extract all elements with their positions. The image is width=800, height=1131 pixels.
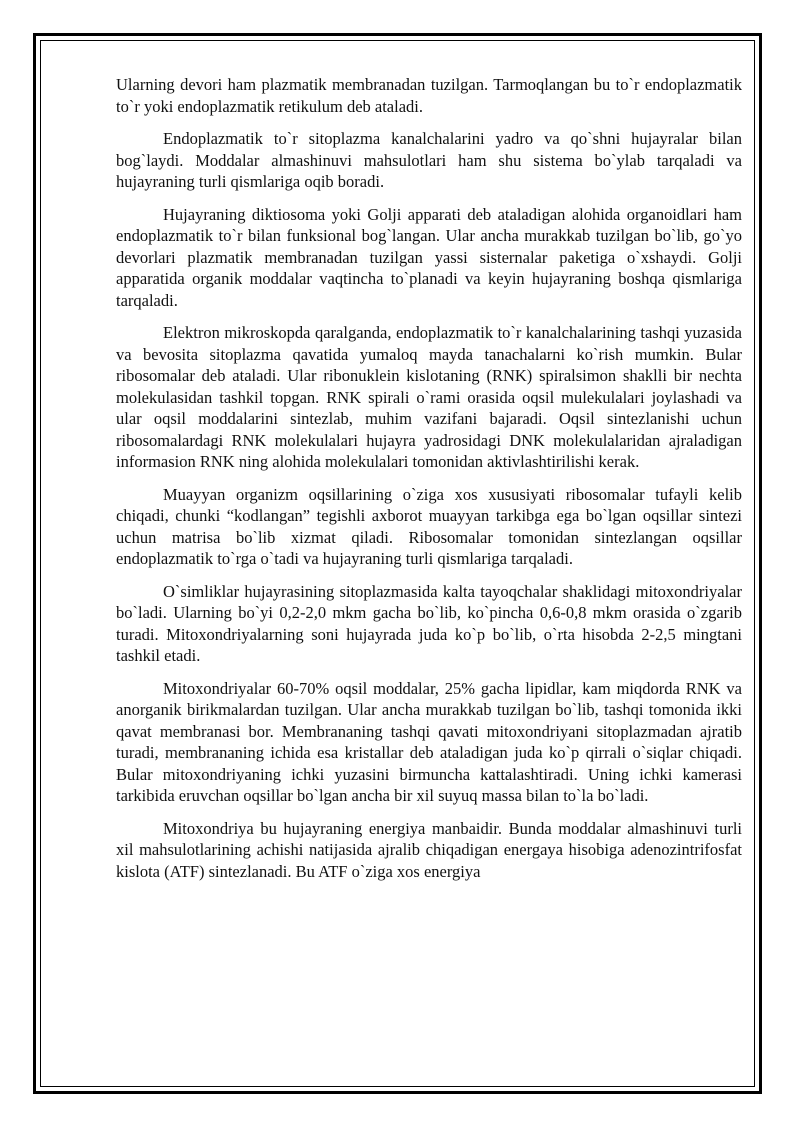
- paragraph-8: Mitoxondriya bu hujayraning energiya manbaidir. Bunda moddalar almashinuvi turli xil mahsulotlarining achishi natijasida ajralib chiqadigan energaya hisobiga adenozintrifosfat kislota (ATF) sintezlanadi. Bu ATF o`ziga xos energiya: [116, 818, 742, 881]
- paragraph-3: Hujayraning diktiosoma yoki Golji apparati deb ataladigan alohida organoidlari ham endoplazmatik to`r bilan funksional bog`langan. Ular ancha murakkab tuzilgan bo`lib, go`yo devorlari plazmatik membranadan tuzilgan yassi sisternalar paketiga o`xshaydi. Golji apparatida organik moddalar vaqtincha to`planadi va keyin hujayraning boshqa qismlariga tarqaladi.: [116, 204, 742, 310]
- paragraph-4: Elektron mikroskopda qaralganda, endoplazmatik to`r kanalchalarining tashqi yuzasida va bevosita sitoplazma qavatida yumaloq mayda tanachalarni ko`rish mumkin. Bular ribosomalar deb ataladi. Ular ribonuklein kislotaning (RNK) spiralsimon shaklli bir nechta molekulasidan tashkil topgan. RNK spirali o`rami orasida oqsil mulekulalari joylashadi va ular oqsil moddalarini sintezlab, muhim vazifani bajaradi. Oqsil sintezlanishi uchun ribosomalardagi RNK molekulalari hujayra yadrosidagi DNK molekulalaridan ajraladigan informasion RNK ning alohida molekulalari tomonidan aktivlashtirilishi kerak.: [116, 323, 742, 471]
- paragraph-5: Muayyan organizm oqsillarining o`ziga xos xususiyati ribosomalar tufayli kelib chiqadi, chunki “kodlangan” tegishli axborot muayyan tarkibga ega bo`lgan oqsillar sintezi uchun matrisa bo`lib xizmat qiladi. Ribosomalar tomonidan sintezlangan oqsillar endoplazmatik to`rga o`tadi va hujayraning turli qismlariga tarqaladi.: [116, 484, 742, 568]
- paragraph-1: Ularning devori ham plazmatik membranadan tuzilgan. Tarmoqlangan bu to`r endoplazmatik to`r yoki endoplazmatik retikulum deb ataladi.: [116, 75, 742, 116]
- paragraph-7: Mitoxondriyalar 60-70% oqsil moddalar, 25% gacha lipidlar, kam miqdorda RNK va anorganik birikmalardan tuzilgan. Ular ancha murakkab tuzilgan bo`lib, tashqi tomonida ikki qavat membranasi bor. Membrananing tashqi qavati mitoxondriyani sitoplazmadan ajratib turadi, membrananing ichida esa kristallar deb ataladigan juda ko`p qirrali o`siqlar chiqadi. Bular mitoxondriyaning ichki yuzasini birmuncha kattalashtiradi. Uning ichki kamerasi tarkibida eruvchan oqsillar bo`lgan ancha bir xil suyuq massa bilan to`la bo`ladi.: [116, 678, 742, 805]
- paragraph-2: Endoplazmatik to`r sitoplazma kanalchalarini yadro va qo`shni hujayralar bilan bog`laydi. Moddalar almashinuvi mahsulotlari ham shu sistema bo`ylab tarqaladi va hujayraning turli qismlariga oqib boradi.: [116, 129, 742, 191]
- document-body: [116, 74, 742, 893]
- paragraph-6: O`simliklar hujayrasining sitoplazmasida kalta tayoqchalar shaklidagi mitoxondriyalar bo`ladi. Ularning bo`yi 0,2-2,0 mkm gacha bo`lib, ko`pincha 0,6-0,8 mkm orasida o`zgarib turadi. Mitoxondriyalarning soni hujayrada juda ko`p bo`lib, o`rta hisobda 2-2,5 mingtani tashkil etadi.: [116, 581, 742, 665]
